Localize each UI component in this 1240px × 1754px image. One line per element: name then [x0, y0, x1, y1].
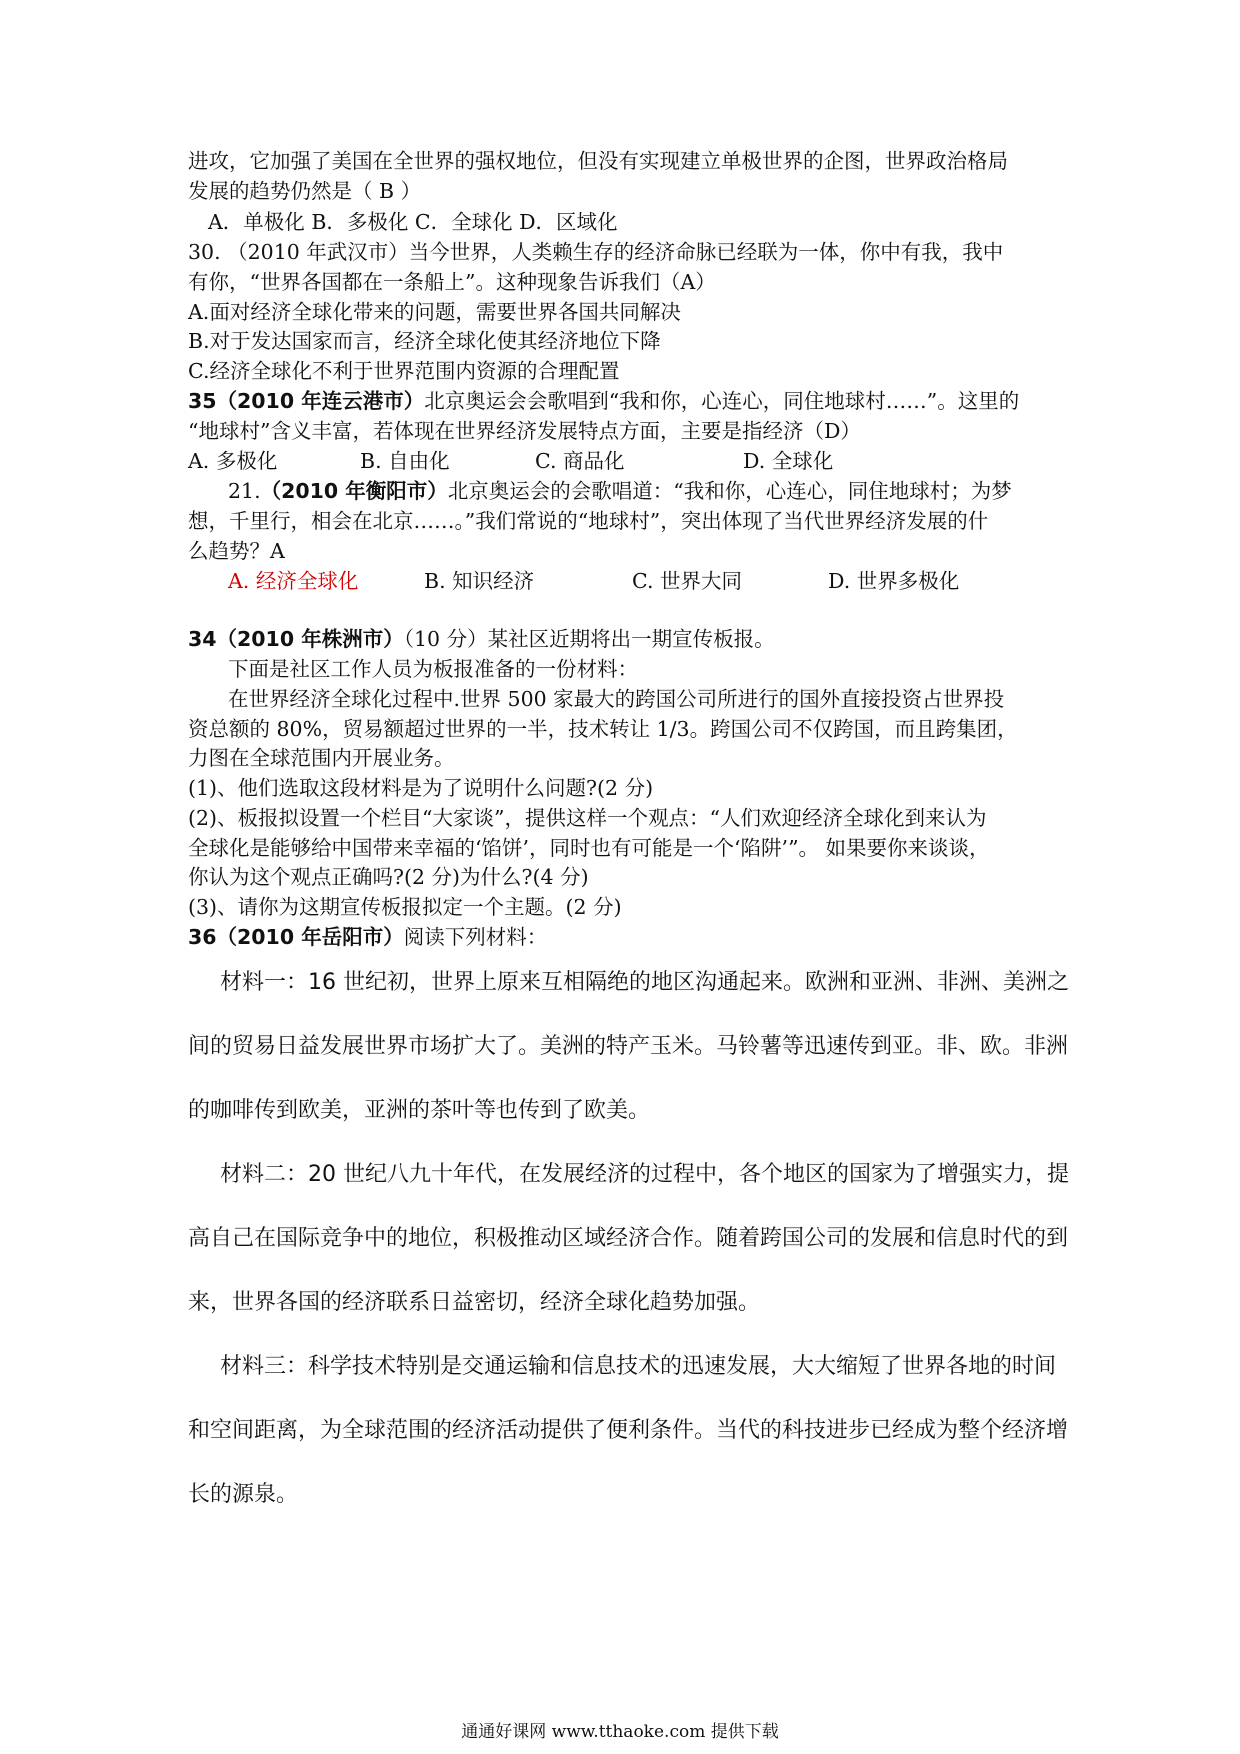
- q34-number: 34: [188, 627, 217, 651]
- q34-sub-2c: 你认为这个观点正确吗?(2 分)为什么?(4 分): [188, 865, 589, 889]
- q21-option-c: C. 世界大同: [632, 569, 742, 593]
- material-3-line-2: 和空间距离，为全球范围的经济活动提供了便利条件。当代的科技进步已经成为整个经济增: [188, 1418, 1069, 1443]
- q34-sub-3: (3)、请你为这期宣传板报拟定一个主题。(2 分): [188, 895, 622, 919]
- q-prev-line-1: 进攻，它加强了美国在全世界的强权地位，但没有实现建立单极世界的企图，世界政治格局: [188, 149, 1008, 173]
- q35-option-d: D. 全球化: [743, 449, 834, 473]
- q30-option-a: A.面对经济全球化带来的问题，需要世界各国共同解决: [188, 300, 681, 324]
- q34-line-2: 下面是社区工作人员为板报准备的一份材料：: [228, 657, 638, 681]
- q35-text-1: 北京奥运会会歌唱到“我和你，心连心，同住地球村……”。这里的: [424, 389, 1020, 413]
- material-2-line-3: 来，世界各国的经济联系日益密切，经济全球化趋势加强。: [188, 1290, 761, 1315]
- q-prev-options: A．单极化 B．多极化 C．全球化 D．区域化: [208, 210, 618, 234]
- q21-line-3: 么趋势？A: [188, 539, 285, 563]
- q30-line-2: 有你，“世界各国都在一条船上”。这种现象告诉我们（A）: [188, 270, 716, 294]
- q35-option-c: C. 商品化: [535, 449, 625, 473]
- q34-sub-2a: (2)、板报拟设置一个栏目“大家谈”，提供这样一个观点：“人们欢迎经济全球化到来认为: [188, 806, 987, 830]
- material-3-line-3: 长的源泉。: [188, 1482, 299, 1507]
- q-prev-line-2: 发展的趋势仍然是（ B ）: [188, 179, 422, 203]
- q35-line-2: “地球村”含义丰富，若体现在世界经济发展特点方面，主要是指经济（D）: [188, 419, 861, 443]
- q35-options: [188, 445, 833, 477]
- q34-line-3: 在世界经济全球化过程中.世界 500 家最大的跨国公司所进行的国外直接投资占世界投: [228, 687, 1005, 711]
- q36-number: 36: [188, 925, 217, 949]
- q21-line-2: 想，千里行，相会在北京……。”我们常说的“地球村”，突出体现了当代世界经济发展的什: [188, 509, 989, 533]
- q21-number: 21.: [228, 479, 261, 503]
- q34-text-1: （10 分）某社区近期将出一期宣传板报。: [403, 627, 775, 651]
- q21-options: [228, 565, 959, 597]
- q35-number: 35: [188, 389, 217, 413]
- q21-option-a: A. 经济全球化: [228, 569, 359, 593]
- q36-source: （2010 年岳阳市）: [216, 925, 404, 949]
- q21-text-1: 北京奥运会的会歌唱道：“我和你，心连心，同住地球村；为梦: [447, 479, 1012, 503]
- q34-line-1: [188, 623, 775, 655]
- material-3-line-1: 材料三：科学技术特别是交通运输和信息技术的迅速发展，大大缩短了世界各地的时间: [220, 1354, 1057, 1379]
- q35-line-1: [188, 385, 1019, 417]
- q35-option-b: B. 自由化: [360, 449, 450, 473]
- q21-option-d: D. 世界多极化: [828, 569, 960, 593]
- q35-source: （2010 年连云港市）: [216, 389, 425, 413]
- material-2-line-1: 材料二：20 世纪八九十年代，在发展经济的过程中，各个地区的国家为了增强实力，提: [220, 1162, 1069, 1187]
- q34-line-4: 资总额的 80%，贸易额超过世界的一半，技术转让 1/3。跨国公司不仅跨国，而且跨集团，: [188, 717, 1018, 741]
- q34-line-5: 力图在全球范围内开展业务。: [188, 746, 455, 770]
- material-2-line-2: 高自己在国际竞争中的地位，积极推动区域经济合作。随着跨国公司的发展和信息时代的到: [188, 1226, 1069, 1251]
- q30-option-b: B.对于发达国家而言，经济全球化使其经济地位下降: [188, 329, 661, 353]
- q30-option-c: C.经济全球化不利于世界范围内资源的合理配置: [188, 359, 620, 383]
- page-footer: 通通好课网 www.tthaoke.com 提供下载: [461, 1722, 779, 1742]
- q36-line-1: [188, 921, 547, 953]
- q21-line-1: [228, 475, 1012, 507]
- q34-sub-2b: 全球化是能够给中国带来幸福的‘馅饼’，同时也有可能是一个‘陷阱’”。 如果要你来谈谈，: [188, 836, 990, 860]
- q34-source: （2010 年株洲市）: [216, 627, 404, 651]
- q21-option-b: B. 知识经济: [424, 569, 535, 593]
- q36-intro: 阅读下列材料：: [403, 925, 548, 949]
- q30-line-1: 30. （2010 年武汉市）当今世界，人类赖生存的经济命脉已经联为一体，你中有我，我中: [188, 240, 1004, 264]
- q34-sub-1: (1)、他们选取这段材料是为了说明什么问题?(2 分): [188, 776, 654, 800]
- material-1-line-3: 的咖啡传到欧美，亚洲的茶叶等也传到了欧美。: [188, 1098, 651, 1123]
- q35-option-a: A. 多极化: [188, 449, 278, 473]
- material-1-line-1: 材料一：16 世纪初，世界上原来互相隔绝的地区沟通起来。欧洲和亚洲、非洲、美洲之: [220, 970, 1069, 995]
- q21-source: （2010 年衡阳市）: [260, 479, 448, 503]
- material-1-line-2: 间的贸易日益发展世界市场扩大了。美洲的特产玉米。马铃薯等迅速传到亚。非、欧。非洲: [188, 1034, 1069, 1059]
